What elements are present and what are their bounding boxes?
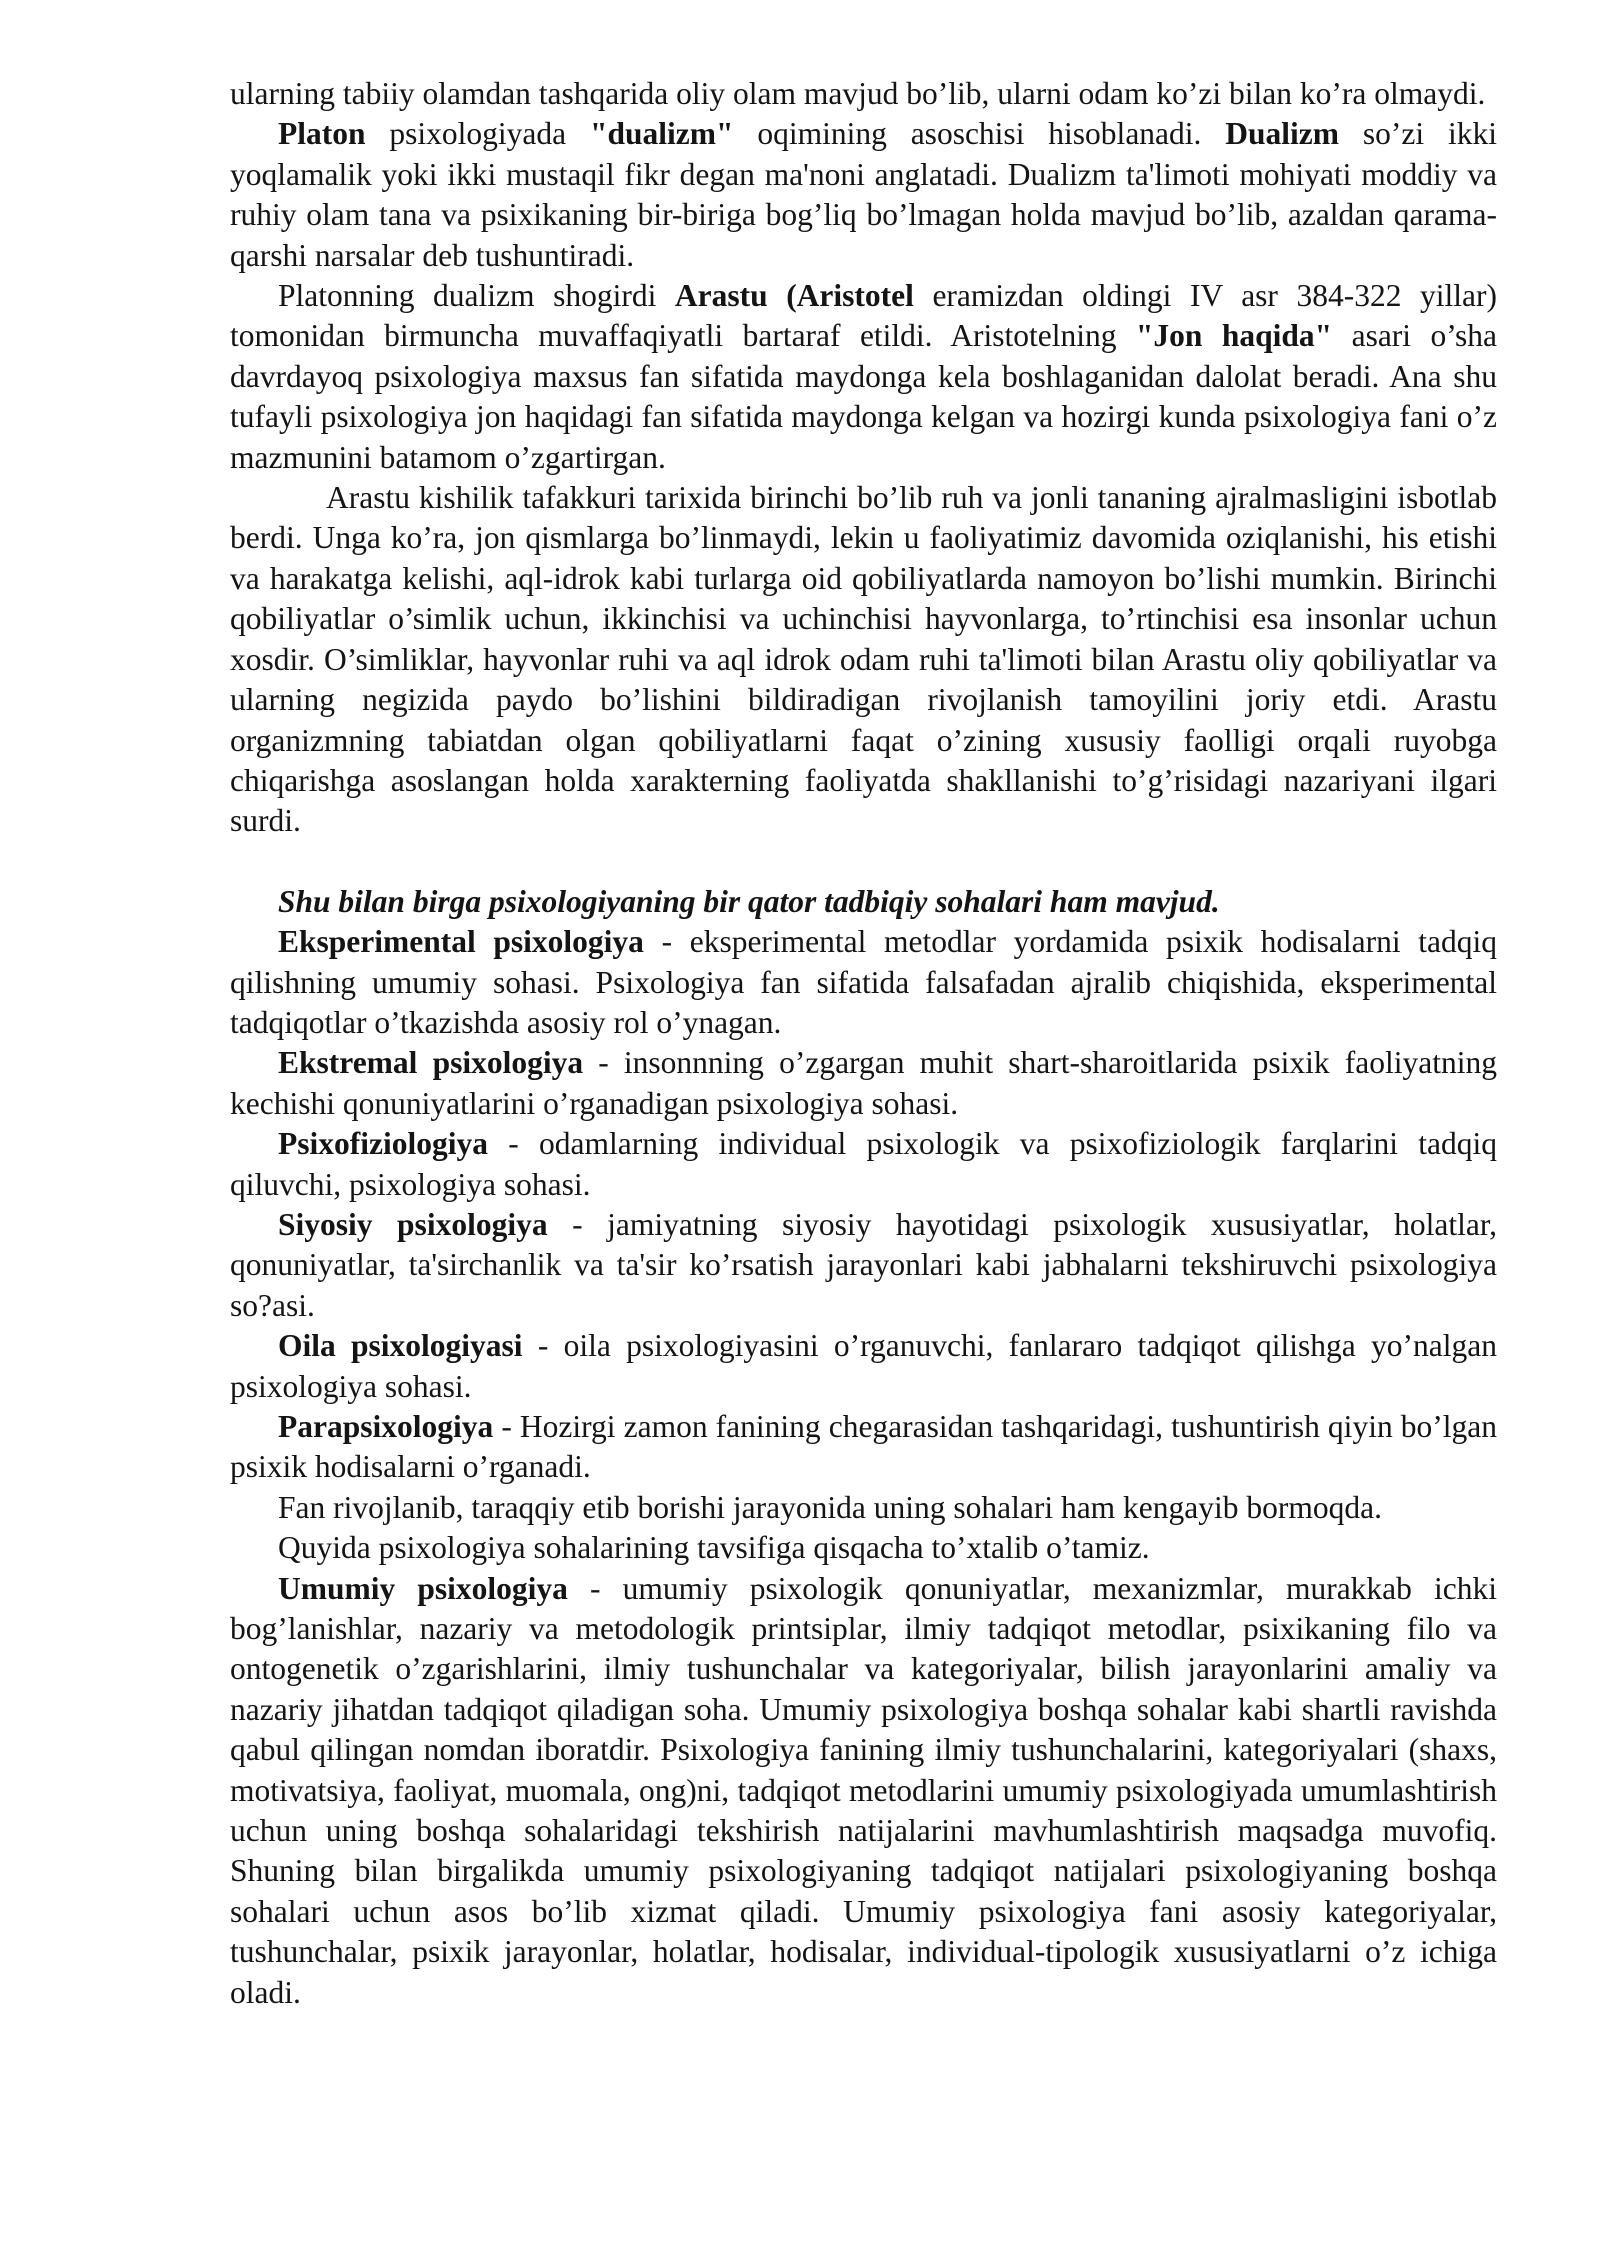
paragraph	[230, 74, 1497, 114]
paragraph-text: so’zi ikki yoqlamalik yoki ikki mustaqil fikr degan ma'noni anglatadi. Dualizm ta'limoti mohiyati moddiy va ruhiy olam tana va psixikaning bir-biriga bog’liq bo’lmagan holda mavjud bo’lib, azaldan qarama-qarshi narsalar deb tushuntiradi.	[230, 116, 1497, 273]
bold-term: "Jon haqida"	[1135, 318, 1333, 354]
paragraph	[230, 1488, 1497, 1528]
section-heading	[230, 882, 1497, 922]
paragraph	[230, 478, 1497, 842]
paragraph	[230, 1528, 1497, 1568]
paragraph	[230, 114, 1497, 276]
document-page	[230, 74, 1497, 2013]
paragraph-text: asari o’sha davrdayoq psixologiya maxsus fan sifatida maydonga kela boshlaganidan dalolat beradi. Ana shu tufayli psixologiya jon haqidagi fan sifatida maydonga kelgan va hozirgi kunda psixologiya fani o’z mazmunini batamom o’zgartirgan.	[230, 318, 1497, 475]
bold-term: Umumiy psixologiya	[278, 1570, 568, 1606]
paragraph-text: Fan rivojlanib, taraqqiy etib borishi jarayonida uning sohalari ham kengayib bormoqda.	[278, 1489, 1382, 1525]
paragraph	[230, 276, 1497, 478]
paragraph-text: - umumiy psixologik qonuniyatlar, mexanizmlar, murakkab ichki bog’lanishlar, nazariy va metodologik printsiplar, ilmiy tadqiqot metodlar, psixikaning filo va ontogenetik o’zgarishlarini, ilmiy tushunchalar va kategoriyalar, bilish jarayonlarini amaliy va nazariy jihatdan tadqiqot qiladigan soha. Umumiy psixologiya boshqa sohalar kabi shartli ravishda qabul qilingan nomdan iboratdir. Psixologiya fanining ilmiy tushunchalarini, kategoriyalari (shaxs, motivatsiya, faoliyat, muomala, ong)ni, tadqiqot metodlarini umumiy psixologiyada umumlashtirish uchun uning boshqa sohalaridagi tekshirish natijalarini mavhumlashtirish maqsadga muvofiq. Shuning bilan birgalikda umumiy psixologiyaning tadqiqot natijalari psixologiyaning boshqa sohalari uchun asos bo’lib xizmat qiladi. Umumiy psixologiya fani asosiy kategoriyalar, tushunchalar, psixik jarayonlar, holatlar, hodisalar, individual-tipologik xususiyatlarni o’z ichiga oladi.	[230, 1570, 1498, 2010]
bold-term: Eksperimental psixologiya	[278, 924, 644, 960]
paragraph	[230, 1043, 1497, 1124]
paragraph-text: - eksperimental metodlar yordamida psixik hodisalarni tadqiq qilishning umumiy sohasi. Psixologiya fan sifatida falsafadan ajralib chiqishida, eksperimental tadqiqotlar o’tkazishda asosiy rol o’ynagan.	[230, 924, 1497, 1040]
bold-term: Oila psixologiyasi	[278, 1328, 523, 1364]
italic-heading-text: Shu bilan birga psixologiyaning bir qator tadbiqiy sohalari ham mavjud.	[278, 883, 1220, 919]
bold-term: Psixofiziologiya	[278, 1126, 488, 1162]
paragraph-text: eramizdan oldingi IV asr 384-322 yillar) tomonidan birmuncha muvaffaqiyatli bartaraf etildi. Aristotelning	[230, 278, 1497, 354]
bold-term: Parapsixologiya	[278, 1409, 494, 1444]
paragraph-text: psixologiyada	[365, 116, 590, 152]
paragraph	[230, 1407, 1497, 1488]
bold-term: Dualizm	[1225, 116, 1340, 152]
paragraph	[230, 1124, 1497, 1205]
paragraph-text: - insonnning o’zgargan muhit shart-sharoitlarida psixik faoliyatning kechishi qonuniyatlarini o’rganadigan psixologiya sohasi.	[230, 1045, 1497, 1121]
paragraph-text: oqimining asoschisi hisoblanadi.	[733, 116, 1226, 152]
paragraph	[230, 1326, 1497, 1407]
paragraph	[230, 1569, 1497, 2013]
paragraph-text: - Hozirgi zamon fanining chegarasidan tashqaridagi, tushuntirish qiyin bo’lgan psixik hodisalarni o’rganadi.	[230, 1409, 1497, 1485]
paragraph-text: Platonning dualizm shogirdi	[278, 278, 675, 314]
paragraph-text: ularning tabiiy olamdan tashqarida oliy olam mavjud bo’lib, ularni odam ko’zi bilan ko’ra olmaydi.	[230, 76, 1486, 111]
paragraph-text: - jamiyatning siyosiy hayotidagi psixologik xususiyatlar, holatlar, qonuniyatlar, ta'sirchanlik va ta'sir ko’rsatish jarayonlari kabi jabhalarni tekshiruvchi psixologiya so?asi.	[230, 1206, 1497, 1323]
bold-term: Siyosiy psixologiya	[278, 1206, 548, 1242]
paragraph	[230, 922, 1497, 1043]
bold-term: Ekstremal psixologiya	[278, 1045, 584, 1081]
paragraph-text: Quyida psixologiya sohalarining tavsifiga qisqacha to’xtalib o’tamiz.	[278, 1530, 1150, 1566]
paragraph-text: - oila psixologiyasini o’rganuvchi, fanlararo tadqiqot qilishga yo’nalgan psixologiya sohasi.	[230, 1328, 1497, 1404]
paragraph	[230, 1205, 1497, 1326]
bold-term: "dualizm"	[589, 116, 734, 152]
paragraph-text: Arastu kishilik tafakkuri tarixida birinchi bo’lib ruh va jonli tananing ajralmasligini isbotlab berdi. Unga ko’ra, jon qismlarga bo’linmaydi, lekin u faoliyatimiz davomida oziqlanishi, his etishi va harakatga kelishi, aql-idrok kabi turlarga oid qobiliyatlarda namoyon bo’lishi mumkin. Birinchi qobiliyatlar o’simlik uchun, ikkinchisi va uchinchisi hayvonlarga, to’rtinchisi esa insonlar uchun xosdir. O’simliklar, hayvonlar ruhi va aql idrok odam ruhi ta'limoti bilan Arastu oliy qobiliyatlar va ularning negizida paydo bo’lishini bildiradigan rivojlanish tamoyilini joriy etdi. Arastu organizmning tabiatdan olgan qobiliyatlarni faqat o’zining xususiy faolligi orqali ruyobga chiqarishga asoslangan holda xarakterning faoliyatda shakllanishi to’g’risidagi nazariyani ilgari surdi.	[230, 480, 1497, 839]
paragraph-text: - odamlarning individual psixologik va psixofiziologik farqlarini tadqiq qiluvchi, psixologiya sohasi.	[230, 1126, 1497, 1202]
bold-term: Platon	[278, 116, 366, 152]
bold-term: Arastu (Aristotel	[674, 278, 914, 314]
